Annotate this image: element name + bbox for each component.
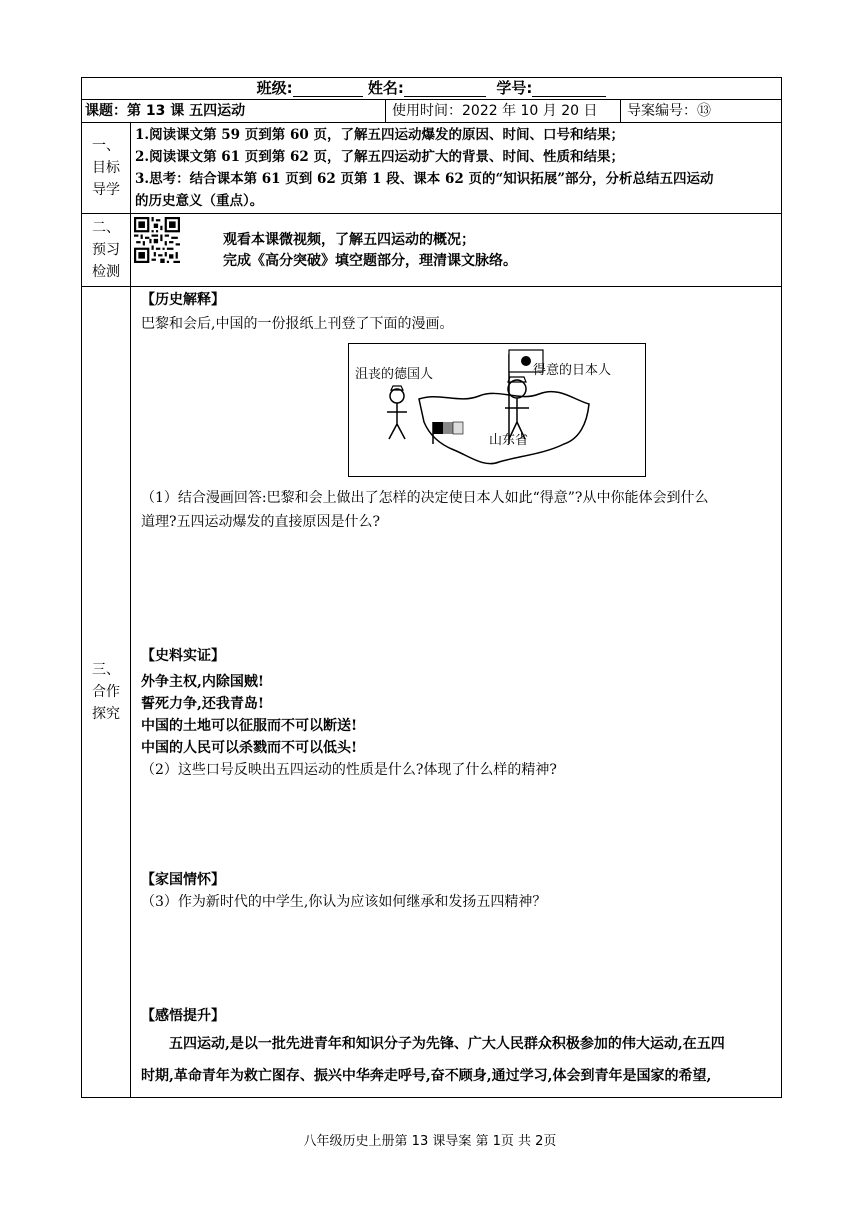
plan-number: 导案编号：⑬ bbox=[621, 100, 782, 123]
objectives bbox=[131, 123, 782, 214]
reflection-line-2: 时期,革命青年为救亡图存、振兴中华奔走呼号,奋不顾身,通过学习,体会到青年是国家的希望, bbox=[141, 1068, 712, 1084]
label-proud-japanese: 得意的日本人 bbox=[533, 363, 612, 378]
page-footer: 八年级历史上册第 13 课导案 第 1页 共 2页 bbox=[303, 1134, 557, 1149]
worksheet bbox=[81, 77, 781, 1098]
objective-3: 3.思考：结合课本第 61 页到 62 页第 1 段、课本 62 页的“知识拓展”部分，分析总结五四运动 bbox=[135, 171, 714, 187]
political-cartoon bbox=[348, 343, 646, 477]
cooperative-inquiry bbox=[131, 287, 782, 1098]
reflection-line-1: 五四运动,是以一批先进青年和知识分子为先锋、广大人民群众积极参加的伟大运动,在五四 bbox=[169, 1036, 725, 1052]
cartoon-drawing bbox=[349, 344, 645, 476]
cartoon-intro: 巴黎和会后,中国的一份报纸上刊登了下面的漫画。 bbox=[141, 316, 454, 332]
lesson-title: 课题：第 13 课 五四运动 bbox=[82, 100, 386, 123]
preview-line-2: 完成《高分突破》填空题部分，理清课文脉络。 bbox=[223, 253, 517, 269]
objective-2: 2.阅读课文第 61 页到第 62 页，了解五四运动扩大的背景、时间、性质和结果； bbox=[135, 149, 624, 165]
question-2: （2）这些口号反映出五四运动的性质是什么?体现了什么样的精神? bbox=[141, 762, 557, 778]
class-label: 班级: bbox=[256, 79, 293, 97]
student-id-blank[interactable] bbox=[532, 81, 606, 97]
preview-line-1: 观看本课微视频，了解五四运动的概况； bbox=[223, 232, 475, 248]
preview-check bbox=[131, 214, 782, 287]
class-blank[interactable] bbox=[293, 81, 363, 97]
heading-evidence: 【史料实证】 bbox=[141, 648, 225, 664]
slogan-2: 誓死力争,还我青岛! bbox=[141, 696, 265, 712]
section3-label: 三、 合作 探究 bbox=[82, 287, 131, 1098]
name-label: 姓名: bbox=[367, 79, 404, 97]
qr-code-icon[interactable] bbox=[134, 217, 180, 263]
name-blank[interactable] bbox=[404, 81, 486, 97]
section2-label: 二、 预习 检测 bbox=[82, 214, 131, 287]
objective-3-cont: 的历史意义（重点）。 bbox=[135, 193, 264, 209]
student-info-row bbox=[82, 78, 782, 100]
slogan-3: 中国的土地可以征服而不可以断送! bbox=[141, 718, 358, 734]
heading-reflection: 【感悟提升】 bbox=[141, 1008, 225, 1024]
preview-instructions bbox=[223, 230, 517, 272]
slogan-1: 外争主权,内除国贼! bbox=[141, 674, 265, 690]
objective-1: 1.阅读课文第 59 页到第 60 页，了解五四运动爆发的原因、时间、口号和结果； bbox=[135, 127, 624, 143]
section1-label: 一、 目标 导学 bbox=[82, 123, 131, 214]
question-3: （3）作为新时代的中学生,你认为应该如何继承和发扬五四精神？ bbox=[141, 894, 547, 910]
use-time: 使用时间：2022 年 10 月 20 日 bbox=[386, 100, 621, 123]
label-shandong: 山东省 bbox=[489, 433, 529, 448]
slogan-4: 中国的人民可以杀戮而不可以低头! bbox=[141, 740, 358, 756]
question-1-line-1: （1）结合漫画回答:巴黎和会上做出了怎样的决定使日本人如此“得意”?从中你能体会到什么 bbox=[141, 490, 709, 506]
label-dejected-german: 沮丧的德国人 bbox=[355, 367, 434, 382]
heading-patriotism: 【家国情怀】 bbox=[141, 872, 225, 888]
question-1-line-2: 道理?五四运动爆发的直接原因是什么? bbox=[141, 514, 381, 530]
heading-history-explanation: 【历史解释】 bbox=[141, 292, 225, 308]
student-id-label: 学号: bbox=[496, 79, 533, 97]
worksheet-table bbox=[81, 77, 782, 1098]
